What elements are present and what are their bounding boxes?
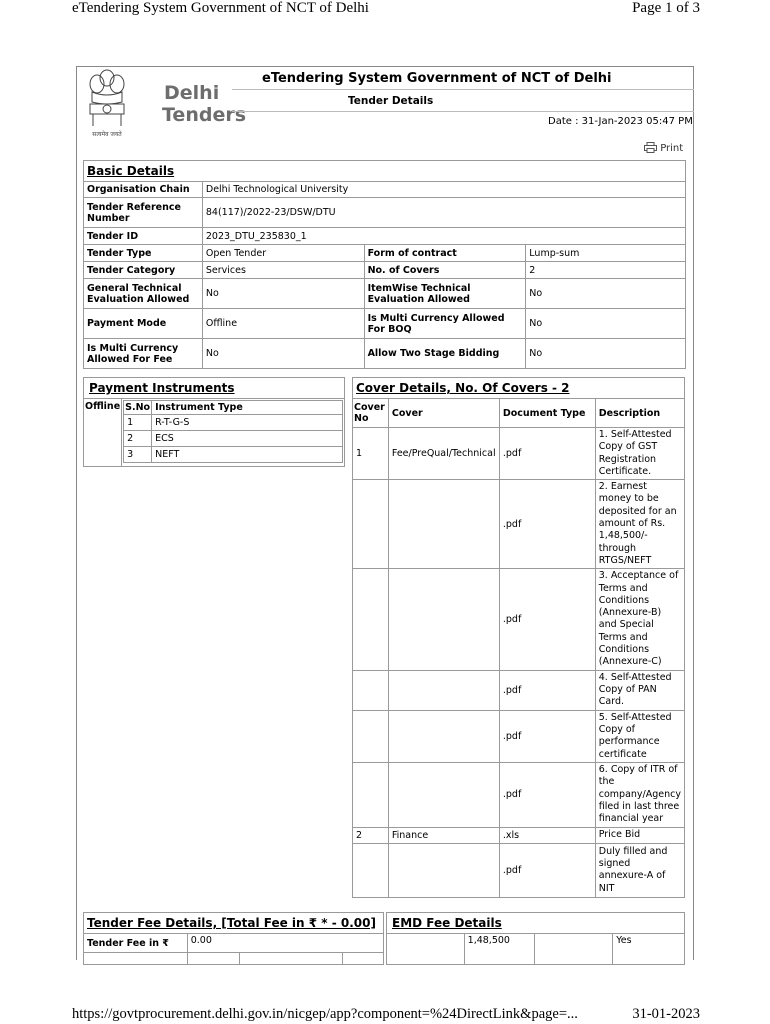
logo-line-1: Delhi xyxy=(164,82,220,104)
sno-header: S.No xyxy=(125,402,151,413)
table-row xyxy=(353,480,685,569)
cover-description: Duly filled and signed annexure-A of NIT xyxy=(595,843,684,897)
page-title: eTendering System Government of NCT of Delhi xyxy=(262,71,612,86)
cover-name xyxy=(388,762,499,827)
tender-ref-value: 84(117)/2022-23/DSW/DTU xyxy=(202,198,685,228)
cover-description: 6. Copy of ITR of the company/Agency filed in last three financial year xyxy=(595,762,684,827)
table-row xyxy=(353,710,685,762)
cover-details-title: Cover Details, No. Of Covers - 2 xyxy=(353,378,685,399)
emd-fee-title: EMD Fee Details xyxy=(387,913,685,934)
table-row xyxy=(353,428,685,480)
document-type: .pdf xyxy=(499,480,595,569)
payment-mode-offline: Offline xyxy=(84,399,122,467)
tender-fee-table xyxy=(83,912,384,965)
table-row xyxy=(353,843,685,897)
document-type-header: Document Type xyxy=(499,399,595,428)
table-row xyxy=(124,431,343,447)
table-row xyxy=(353,827,685,843)
cover-name xyxy=(388,480,499,569)
org-chain-label: Organisation Chain xyxy=(84,182,203,198)
national-emblem-icon xyxy=(84,68,130,140)
cover-name xyxy=(388,670,499,710)
cover-no xyxy=(353,569,389,670)
table-row xyxy=(124,415,343,431)
emd-fee-table xyxy=(386,912,685,965)
instrument-list xyxy=(123,400,343,463)
tender-category-value: Services xyxy=(202,262,364,279)
logo-line-2: Tenders xyxy=(162,104,247,126)
document-type: .xls xyxy=(499,827,595,843)
no-of-covers-value: 2 xyxy=(526,262,686,279)
document-type: .pdf xyxy=(499,569,595,670)
emblem-caption: सत्यमेव जयते xyxy=(92,131,122,138)
table-row xyxy=(124,447,343,463)
footer-date: 31-01-2023 xyxy=(632,1006,700,1022)
printer-icon xyxy=(644,142,657,153)
cover-description: Price Bid xyxy=(595,827,684,843)
iwte-value: No xyxy=(526,279,686,309)
tender-type-label: Tender Type xyxy=(84,245,203,262)
cover-no xyxy=(353,762,389,827)
form-of-contract-label: Form of contract xyxy=(364,245,526,262)
document-type: .pdf xyxy=(499,670,595,710)
instrument-type-header: Instrument Type xyxy=(152,401,343,415)
cover-no: 1 xyxy=(353,428,389,480)
print-button[interactable] xyxy=(644,142,683,154)
emd-exemption-value: Yes xyxy=(613,934,685,965)
cover-name xyxy=(388,843,499,897)
document-type: .pdf xyxy=(499,843,595,897)
cover-name xyxy=(388,569,499,670)
cover-name: Finance xyxy=(388,827,499,843)
two-stage-bidding-value: No xyxy=(526,339,686,369)
payment-mode-label: Payment Mode xyxy=(84,309,203,339)
no-of-covers-label: No. of Covers xyxy=(364,262,526,279)
tender-fee-value: 0.00 xyxy=(187,934,383,953)
cover-description: 2. Earnest money to be deposited for an amount of Rs. 1,48,500/- through RTGS/NEFT xyxy=(595,480,684,569)
org-chain-value: Delhi Technological University xyxy=(202,182,685,198)
cover-description: 1. Self-Attested Copy of GST Registration Certificate. xyxy=(595,428,684,480)
footer-url: https://govtprocurement.delhi.gov.in/nicgep/app?component=%24DirectLink&page=... xyxy=(72,1006,578,1022)
page-header-title: eTendering System Government of NCT of Delhi xyxy=(72,0,369,16)
print-label: Print xyxy=(660,143,684,154)
emd-amount-value: 1,48,500 xyxy=(464,934,534,965)
gte-label: General Technical Evaluation Allowed xyxy=(84,279,203,309)
multi-currency-fee-value: No xyxy=(202,339,364,369)
multi-currency-boq-value: No xyxy=(526,309,686,339)
cover-name xyxy=(388,710,499,762)
table-row xyxy=(353,670,685,710)
tender-ref-label: Tender Reference Number xyxy=(84,198,203,228)
tender-type-value: Open Tender xyxy=(202,245,364,262)
divider xyxy=(232,89,694,90)
table-row xyxy=(353,569,685,670)
document-type: .pdf xyxy=(499,428,595,480)
instrument-type: R-T-G-S xyxy=(152,415,343,431)
basic-details-title: Basic Details xyxy=(84,161,686,182)
page-number: Page 1 of 3 xyxy=(632,0,700,16)
gte-value: No xyxy=(202,279,364,309)
cover-header: Cover xyxy=(388,399,499,428)
payment-instruments-title: Payment Instruments xyxy=(84,378,345,399)
cover-no: 2 xyxy=(353,827,389,843)
cover-details-table xyxy=(352,377,685,898)
cover-no xyxy=(353,480,389,569)
cover-description: 4. Self-Attested Copy of PAN Card. xyxy=(595,670,684,710)
instrument-sno: 3 xyxy=(124,447,152,463)
report-date: Date : 31-Jan-2023 05:47 PM xyxy=(548,116,693,127)
cover-no xyxy=(353,710,389,762)
tender-fee-label: Tender Fee in ₹ xyxy=(84,934,188,953)
basic-details-table xyxy=(83,160,686,369)
document-type: .pdf xyxy=(499,762,595,827)
tender-id-value: 2023_DTU_235830_1 xyxy=(202,228,685,245)
divider xyxy=(232,111,694,112)
payment-mode-value: Offline xyxy=(202,309,364,339)
multi-currency-boq-label: Is Multi Currency Allowed For BOQ xyxy=(364,309,526,339)
cover-no-header: Cover No xyxy=(353,399,389,428)
two-stage-bidding-label: Allow Two Stage Bidding xyxy=(364,339,526,369)
instrument-sno: 1 xyxy=(124,415,152,431)
table-row xyxy=(353,762,685,827)
cover-name: Fee/PreQual/Technical xyxy=(388,428,499,480)
instrument-type: NEFT xyxy=(152,447,343,463)
payment-instruments-table xyxy=(83,377,345,467)
description-header: Description xyxy=(595,399,684,428)
instrument-sno: 2 xyxy=(124,431,152,447)
iwte-label: ItemWise Technical Evaluation Allowed xyxy=(364,279,526,309)
cover-no xyxy=(353,843,389,897)
instrument-type: ECS xyxy=(152,431,343,447)
tender-category-label: Tender Category xyxy=(84,262,203,279)
tender-id-label: Tender ID xyxy=(84,228,203,245)
tender-fee-title: Tender Fee Details, [Total Fee in ₹ * - 0.00] xyxy=(84,913,384,934)
form-of-contract-value: Lump-sum xyxy=(526,245,686,262)
page-subtitle: Tender Details xyxy=(348,95,434,107)
document-type: .pdf xyxy=(499,710,595,762)
cover-no xyxy=(353,670,389,710)
cover-description: 5. Self-Attested Copy of performance certificate xyxy=(595,710,684,762)
multi-currency-fee-label: Is Multi Currency Allowed For Fee xyxy=(84,339,203,369)
cover-description: 3. Acceptance of Terms and Conditions (Annexure-B) and Special Terms and Conditions (Annexure-C) xyxy=(595,569,684,670)
